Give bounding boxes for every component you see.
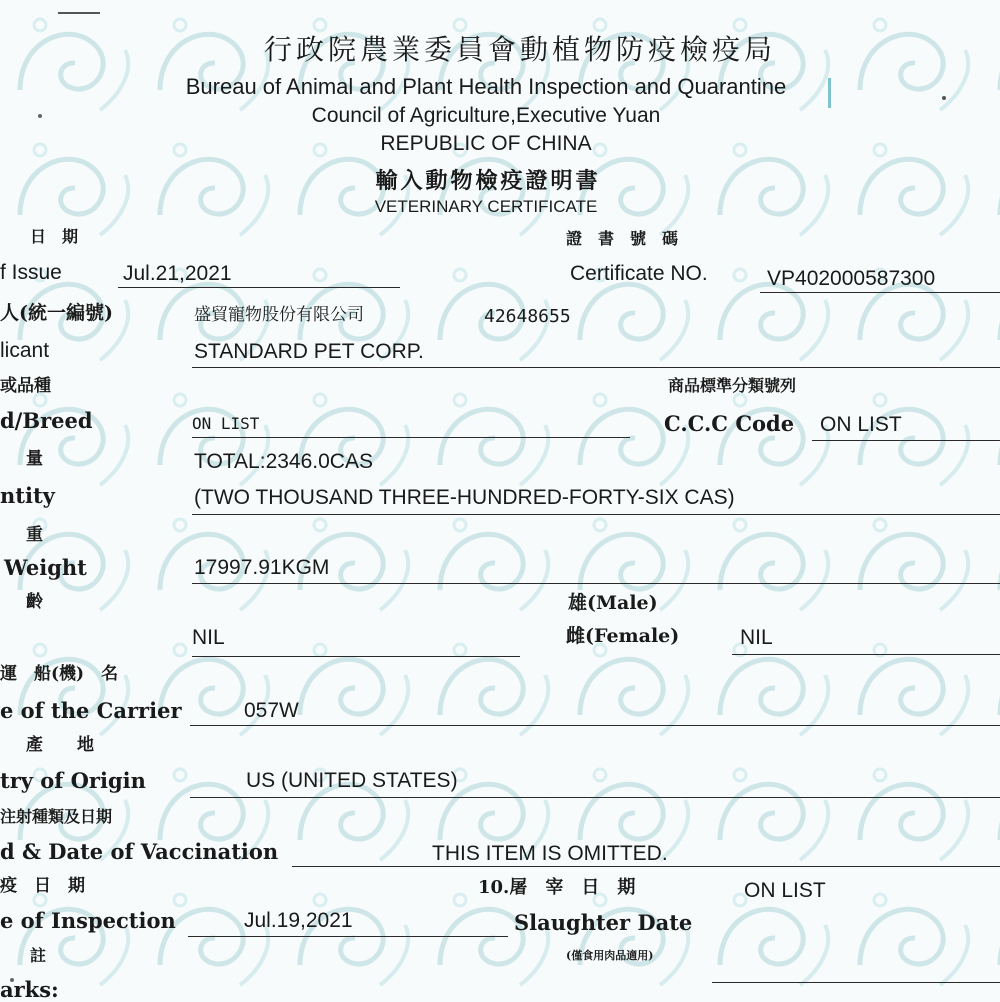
- issue-date-value: Jul.21,2021: [123, 262, 232, 285]
- vaccination-label-en: d & Date of Vaccination: [0, 839, 279, 864]
- quantity-label-zh: 量: [26, 449, 43, 469]
- age-value: NIL: [192, 626, 225, 649]
- remarks-label-zh: 註: [30, 946, 47, 965]
- certificate-no-value: VP402000587300: [767, 267, 936, 290]
- ccc-code-label-en: C.C.C Code: [664, 411, 795, 436]
- certificate-chinese-title: 輸入動物檢疫證明書: [375, 168, 601, 194]
- applicant-id-number: 42648655: [484, 306, 571, 327]
- certificate-no-label-zh: 證 書 號 碼: [566, 229, 679, 248]
- quantity-value: TOTAL:2346.0CAS: [194, 450, 373, 473]
- origin-label-en: try of Origin: [0, 768, 146, 793]
- weight-label-en: Weight: [4, 555, 87, 580]
- applicant-name-en: STANDARD PET CORP.: [194, 340, 424, 363]
- vaccination-label-zh: 注射種類及日期: [0, 807, 113, 826]
- carrier-value: 057W: [244, 699, 299, 722]
- certificate-no-underline: [760, 292, 1000, 293]
- quantity-label-en: ntity: [0, 483, 55, 508]
- applicant-label-en: licant: [0, 339, 50, 362]
- sex-male-label: 雄(Male): [568, 592, 658, 614]
- age-label-zh: 齡: [26, 592, 43, 612]
- scan-mark: [58, 12, 100, 14]
- sex-female-label: 雌(Female): [566, 625, 680, 647]
- applicant-underline: [192, 367, 1000, 368]
- agency-english-title: Bureau of Animal and Plant Health Inspection and Quarantine: [185, 74, 787, 99]
- quantity-value-words: (TWO THOUSAND THREE-HUNDRED-FORTY-SIX CAS): [194, 486, 735, 509]
- applicant-label-zh: 人(統一編號): [0, 302, 113, 324]
- inspection-underline: [188, 936, 508, 937]
- remarks-label-en: arks:: [0, 977, 59, 1002]
- certificate-no-label-en: Certificate NO.: [570, 262, 708, 285]
- carrier-label-zh: 運 船(機) 名: [0, 664, 119, 684]
- slaughter-note-zh: (僅食用肉品適用): [566, 949, 654, 962]
- inspection-label-en: e of Inspection: [0, 908, 176, 933]
- slaughter-label-en: Slaughter Date: [514, 910, 693, 935]
- origin-underline: [190, 797, 1000, 798]
- applicant-name-zh: 盛貿寵物股份有限公司: [194, 305, 364, 325]
- vaccination-value: THIS ITEM IS OMITTED.: [432, 842, 668, 865]
- carrier-underline: [190, 725, 1000, 726]
- sex-underline: [732, 654, 1000, 655]
- slaughter-label-zh: 10.屠 宰 日 期: [478, 877, 636, 898]
- vaccination-underline: [292, 866, 1000, 867]
- weight-label-zh: 重: [26, 525, 43, 545]
- breed-value: ON LIST: [192, 414, 260, 433]
- sex-value: NIL: [740, 626, 773, 649]
- remarks-underline: [712, 982, 1000, 983]
- inspection-date-value: Jul.19,2021: [244, 909, 353, 932]
- breed-label-zh: 或品種: [0, 376, 51, 396]
- origin-label-zh: 產 地: [26, 735, 94, 755]
- council-english-title: Council of Agriculture,Executive Yuan: [311, 104, 661, 127]
- quantity-underline: [192, 514, 1000, 515]
- country-title: REPUBLIC OF CHINA: [380, 132, 592, 155]
- issue-date-label-en: f Issue: [0, 261, 62, 284]
- ccc-code-underline: [812, 440, 1000, 441]
- ccc-code-value: ON LIST: [820, 413, 902, 436]
- issue-date-label-zh: 日 期: [30, 227, 79, 246]
- breed-label-en: d/Breed: [0, 408, 93, 433]
- inspection-label-zh: 疫 日 期: [0, 876, 85, 896]
- agency-chinese-title: 行政院農業委員會動植物防疫檢疫局: [263, 33, 776, 66]
- origin-value: US (UNITED STATES): [246, 769, 458, 792]
- certificate-english-title: VETERINARY CERTIFICATE: [374, 197, 598, 216]
- carrier-label-en: e of the Carrier: [0, 698, 182, 723]
- age-underline: [192, 656, 520, 657]
- slaughter-date-value: ON LIST: [744, 879, 826, 902]
- weight-underline: [192, 583, 1000, 584]
- issue-date-underline: [118, 287, 400, 288]
- weight-value: 17997.91KGM: [194, 556, 330, 579]
- ccc-code-label-zh: 商品標準分類號列: [668, 376, 797, 395]
- breed-underline: [192, 437, 630, 438]
